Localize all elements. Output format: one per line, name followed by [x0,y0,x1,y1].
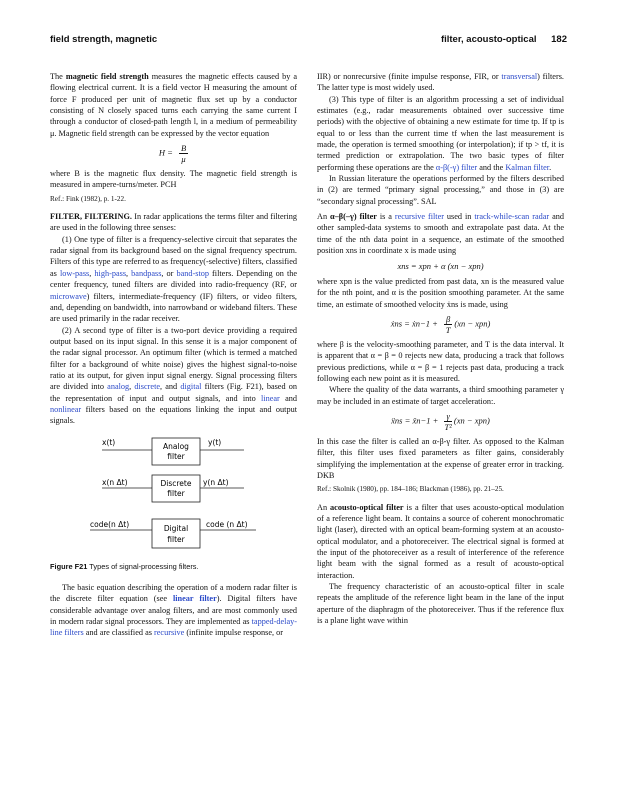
link-linear[interactable]: linear [261,393,280,403]
text-run: ). Digital filters have considerable advantage over analog filters, and are most commonly used in modern radar signal processors. They are implemented as [50,594,297,626]
eq-rhs: (xn − xpn) [453,415,490,426]
link-nonlinear[interactable]: nonlinear [50,404,82,414]
text-run: ) filters, intermediate-frequency (IF) filters, or video filters, and, depending on bandwidth, into narrowband or wideband filters. These are used primarily in the radar receiver. [50,291,297,324]
text-run: , and [160,382,181,392]
eq-lhs: ẍns = ẍn−1 + [391,415,439,426]
text-run: and [279,393,297,403]
text-run: , [126,268,132,278]
eq-numerator: B [180,143,187,154]
row-output-label: code (n Δt) [206,519,248,529]
eq-fraction [444,314,452,335]
mfs-term: magnetic field strength [65,72,149,81]
filter-box-label-1: Analog [163,441,189,451]
mfs-reference: Ref.: Fink (1982), p. 1-22. [50,194,126,203]
link-discrete[interactable]: discrete [134,382,161,392]
diagram-row-digital [90,519,256,548]
link-bandpass[interactable]: bandpass [131,268,162,278]
link-kalman-filter[interactable]: Kalman filter [505,162,550,172]
row-output-label: y(t) [208,437,222,447]
filter-box-label-1: Discrete [160,478,192,488]
mfs-body: measures the magnetic effects caused by a flowing electrical current. It is a field vector H measuring the amount of force F produced per unit of magnetic flux set up by a conductor consisting of N closely spaced turns each carrying the same current I through a conductor of closed-path length l, in a medium of permeability μ. Magnetic field strength can be expressed by the vector equation [50,72,298,138]
alpha-beta-paragraph-3: where β is the velocity-smoothing parameter, and T is the data interval. It is apparent that α = β = 0 rejects new data, producing a track that follows previous predictions, while α = β = 1 rejects past data, producing a track following each new point as it is measured. [317,339,564,383]
text-run: filters based on the equations linking the input and output signals. [50,404,297,426]
filter-box-label-2: filter [167,488,185,498]
text-run: and are classified as [83,628,155,638]
link-alpha-beta-gamma-filter[interactable]: α-β(-γ) filter [435,162,478,172]
russian-literature-paragraph: In Russian literature the operations performed by the filters described in (2) are termed “primary signal processing,” and those in (3) are “secondary signal processing”. SAL [317,174,564,206]
text-run: (3) This type of filter is an algorithm processing a set of individual estimates (e.g., radar measurements obtained over successive time periods) with the objective of obtaining a new estimate for time tp. If tp is equal to or less than the current time tf when the last measurement is made, the operation is termed smoothing (or interpolation); if tp > tf, it is termed prediction or extrapolation. The two basic types of filter performing these operations are the [317,94,564,172]
text-run: ) filters. The latter type is most widely used. [317,72,564,93]
text-run: . [549,162,552,172]
mfs-equation [50,143,297,164]
link-analog[interactable]: analog [107,382,130,392]
link-tapped-delay-line-filters[interactable]: tapped-delay-line filters [50,617,297,638]
running-header [50,34,567,48]
alpha-beta-paragraph-5: In this case the filter is called an α-β-γ filter. As opposed to the Kalman filter, this filter uses fixed parameters as filter gains, considerably simplifying the implementation at the expense of greater error in tracking. DKB [317,436,564,480]
eq-fraction [179,143,188,164]
eq-rhs: (xn − xpn) [454,318,491,329]
acceleration-equation [317,411,564,432]
header-left-term: field strength, magnetic [50,34,158,45]
figure-f21 [50,433,297,555]
row-output-label: y(n Δt) [203,477,229,487]
acousto-optical-paragraph-2: The frequency characteristic of an acousto-optical filter in scale repeats the amplitude of the reference light beam in the lane of the input aperture of the diaphragm of the photoreceiver. Thus if the reference flux is a plane light wave within [317,582,564,626]
right-column [317,71,564,626]
filter-box-label-2: filter [167,534,185,544]
diagram-row-analog [102,438,244,465]
text-run: , [89,268,95,278]
link-recursive[interactable]: recursive [154,628,185,638]
mfs-paragraph [50,71,297,139]
text-run: filters (Fig. F21), based on the representation of input and output signals, and into [50,382,298,403]
text-run: IIR) or nonrecursive (finite impulse response, FIR, or [317,72,502,81]
filter-types-diagram [50,433,297,555]
position-equation: xns = xpn + α (xn − xpn) [397,260,484,271]
diagram-row-discrete [102,475,244,502]
eq-fraction [444,411,451,432]
alpha-beta-entry [317,211,564,256]
figure-caption [50,561,297,572]
text-run: An [317,212,331,222]
link-microwave[interactable]: microwave [50,291,87,301]
alpha-beta-paragraph-4: Where the quality of the data warrants, a third smoothing parameter γ may be included in an estimate of target acceleration:. [317,385,564,406]
filter-continuation [317,71,564,94]
mfs-paragraph-2: where B is the magnetic flux density. The magnetic field strength is measured in ampere-turns/meter. PCH [50,169,297,190]
eq-lhs: H = [158,147,173,158]
text-run: An [317,502,331,512]
filter-sense-1 [50,234,297,325]
row-input-label: x(n Δt) [102,477,128,487]
text-run: is a filter that uses acousto-optical modulation of a reference light beam. It contains a source of coherent monochromatic light (laser), directed with an optical beam-forming system at an acousto-optical modulator, and a photoreceiver. The electrical signal is formed at the input of the photoreceiver as a result of interference of the reference light beam with the signal formed as a result of acousto-optical interaction. [317,502,564,580]
link-low-pass[interactable]: low-pass [59,268,90,278]
text-run: , [129,382,135,392]
filter-intro [50,211,297,234]
link-high-pass[interactable]: high-pass [94,268,127,278]
text-run: used in [444,212,475,222]
eq-denominator: μ [181,154,186,165]
filter-box-label-2: filter [167,451,185,461]
caption-text: Types of signal-processing filters. [87,561,199,571]
alpha-beta-reference: Ref.: Skolnik (1980), pp. 184–186; Blackman (1986), pp. 21–25. [317,485,504,494]
text-run: , or [161,268,177,278]
text-run: is a [376,212,395,222]
eq-numerator: β [446,313,451,324]
filter-basic-equation-paragraph [50,582,297,639]
eq-denominator: T [445,324,451,335]
text-run: The basic equation describing the operation of a modern radar filter is the discrete filter equation (see [50,582,297,604]
filter-sense-2 [50,325,297,427]
text-run: (2) A second type of filter is a two-port device providing a required output based on its input signal. In this sense it is a major component of the radar signal processor. An optimum filter (which is termed a matched filter for a background of white noise) gives the highest signal-to-noise ratio at its output, for given input signal energy. Signal processing filters are divided into [50,325,297,392]
text-run: and the [477,162,506,172]
link-track-while-scan-radar[interactable]: track-while-scan radar [474,212,550,222]
filter-term: FILTER, FILTERING. [50,212,132,222]
text-run: (1) One type of filter is a frequency-selective circuit that separates the radar signal from its background based on the signal frequency spectrum. Filters of this type are referred to as frequency(-selective) filters, classified as [50,234,297,278]
link-band-stop[interactable]: band-stop [176,268,209,278]
left-column [50,71,297,639]
acousto-optical-term: acousto-optical filter [330,502,404,512]
link-transversal[interactable]: transversal [501,72,538,81]
velocity-equation [317,314,564,335]
alpha-beta-term: α–β(–γ) filter [330,212,377,222]
filter-box-label-1: Digital [163,523,189,533]
row-input-label: code(n Δt) [90,519,130,529]
caption-label: Figure F21 [50,561,88,571]
header-right [441,34,567,45]
link-linear-filter[interactable]: linear filter [172,594,217,604]
row-input-label: x(t) [102,437,116,447]
mfs-pre: The [50,72,66,81]
acousto-optical-entry [317,502,564,581]
eq-numerator: γ [446,410,450,421]
filter-sense-3 [317,94,564,173]
link-digital[interactable]: digital [180,382,202,392]
text-run: (infinite impulse response, or [184,628,284,638]
eq-denominator: T² [444,421,452,432]
filter-intro-text: In radar applications the terms filter and filtering are used in the following three senses: [50,212,297,233]
header-right-term: filter, acousto-optical [440,34,537,45]
link-recursive-filter[interactable]: recursive filter [394,212,445,222]
text-run: filters. Depending on the center frequency, tuned filters are divided into radio-frequency (RF, or [50,268,298,290]
alpha-beta-paragraph-2: where xpn is the value predicted from past data, xn is the measured value for the nth point, and α is the position smoothing parameter. At the same time, an estimate of smoothed velocity ẋns is made, using [317,276,564,309]
text-run: and other sampled-data systems to smooth and extrapolate past data. At the time of the nth data point in a sequence, an estimate of the smoothed position xns in coordinate x is made using [317,212,564,256]
page-number: 182 [551,34,567,45]
eq-lhs: ẋns = ẋn−1 + [390,318,438,329]
